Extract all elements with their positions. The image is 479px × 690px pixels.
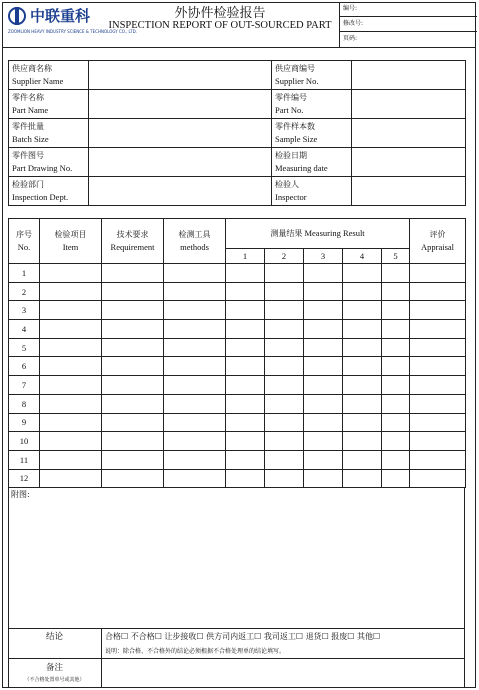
table-cell[interactable] xyxy=(40,338,102,357)
table-cell[interactable] xyxy=(226,432,265,451)
info-label: 零件名称 Part Name xyxy=(9,90,89,119)
table-cell[interactable] xyxy=(40,301,102,320)
table-cell[interactable] xyxy=(102,432,164,451)
table-cell[interactable] xyxy=(304,264,343,283)
table-cell[interactable] xyxy=(382,432,410,451)
table-cell[interactable] xyxy=(40,376,102,395)
table-cell[interactable] xyxy=(382,320,410,339)
table-cell[interactable] xyxy=(382,376,410,395)
table-cell[interactable] xyxy=(304,450,343,469)
table-cell[interactable] xyxy=(382,264,410,283)
table-cell[interactable] xyxy=(226,320,265,339)
row-number: 12 xyxy=(9,469,40,488)
remark-sublabel: （不合格处置单号或其他） xyxy=(24,677,85,683)
info-label: 零件样本数 Sample Size xyxy=(272,119,352,148)
info-value-field[interactable] xyxy=(89,61,272,90)
info-value-field[interactable] xyxy=(89,90,272,119)
col-header-requirement: 技术要求 Requirement xyxy=(102,219,164,264)
result-subheader: 4 xyxy=(343,249,382,264)
col-header-no: 序号 No. xyxy=(9,219,40,264)
info-label: 供应商编号 Supplier No. xyxy=(272,61,352,90)
table-cell[interactable] xyxy=(304,301,343,320)
table-cell[interactable] xyxy=(164,357,226,376)
table-cell[interactable] xyxy=(265,450,304,469)
info-label: 检验人 Inspector xyxy=(272,177,352,206)
table-cell[interactable] xyxy=(410,282,466,301)
table-cell[interactable] xyxy=(265,282,304,301)
info-row xyxy=(9,177,466,206)
report-title-en: INSPECTION REPORT OF OUT-SOURCED PART xyxy=(108,20,332,31)
table-cell[interactable] xyxy=(343,264,382,283)
table-cell[interactable] xyxy=(304,338,343,357)
info-row xyxy=(9,119,466,148)
table-cell[interactable] xyxy=(102,338,164,357)
result-subheader: 1 xyxy=(226,249,265,264)
table-cell[interactable] xyxy=(102,282,164,301)
table-cell[interactable] xyxy=(343,376,382,395)
company-logo xyxy=(6,4,138,42)
logo-subtext: ZOOMLION HEAVY INDUSTRY SCIENCE & TECHNOLOGY CO., LTD. xyxy=(8,29,138,34)
table-row xyxy=(9,469,466,488)
row-number: 11 xyxy=(9,450,40,469)
meta-code[interactable]: 编号: xyxy=(340,2,477,17)
table-cell[interactable] xyxy=(265,469,304,488)
conclusion-options[interactable]: 合格☐ 不合格☐ 让步接收☐ 供方司内返工☐ 我司返工☐ 退货☐ 报废☐ 其他☐ xyxy=(105,632,381,641)
table-cell[interactable] xyxy=(164,376,226,395)
table-cell[interactable] xyxy=(343,357,382,376)
table-cell[interactable] xyxy=(304,394,343,413)
table-cell[interactable] xyxy=(102,376,164,395)
table-cell[interactable] xyxy=(102,469,164,488)
info-value-field[interactable] xyxy=(89,119,272,148)
table-cell[interactable] xyxy=(265,357,304,376)
table-cell[interactable] xyxy=(265,338,304,357)
info-label: 供应商名称 Supplier Name xyxy=(9,61,89,90)
info-label: 检验日期 Measuring date xyxy=(272,148,352,177)
table-cell[interactable] xyxy=(410,394,466,413)
table-cell[interactable] xyxy=(40,357,102,376)
result-subheader: 5 xyxy=(382,249,410,264)
table-cell[interactable] xyxy=(410,301,466,320)
table-cell[interactable] xyxy=(304,469,343,488)
table-cell[interactable] xyxy=(226,264,265,283)
measurement-header-row xyxy=(9,219,466,249)
row-number: 9 xyxy=(9,413,40,432)
table-cell[interactable] xyxy=(265,376,304,395)
table-cell[interactable] xyxy=(102,301,164,320)
table-cell[interactable] xyxy=(304,413,343,432)
table-cell[interactable] xyxy=(164,469,226,488)
table-cell[interactable] xyxy=(226,469,265,488)
table-cell[interactable] xyxy=(343,432,382,451)
table-cell[interactable] xyxy=(410,376,466,395)
table-cell[interactable] xyxy=(265,301,304,320)
info-row xyxy=(9,148,466,177)
table-row xyxy=(9,264,466,283)
table-cell[interactable] xyxy=(304,432,343,451)
table-cell[interactable] xyxy=(102,450,164,469)
table-cell[interactable] xyxy=(410,357,466,376)
table-cell[interactable] xyxy=(226,301,265,320)
meta-revision[interactable]: 修改号: xyxy=(340,17,477,32)
row-number: 3 xyxy=(9,301,40,320)
table-cell[interactable] xyxy=(343,450,382,469)
info-table xyxy=(8,60,466,206)
info-value-field[interactable] xyxy=(352,148,466,177)
table-cell[interactable] xyxy=(343,320,382,339)
remark-divider xyxy=(8,658,465,659)
table-cell[interactable] xyxy=(102,413,164,432)
table-cell[interactable] xyxy=(382,301,410,320)
info-row xyxy=(9,61,466,90)
table-cell[interactable] xyxy=(102,320,164,339)
remark-label: 备注 xyxy=(45,663,63,673)
table-cell[interactable] xyxy=(382,338,410,357)
meta-box xyxy=(339,2,476,47)
table-cell[interactable] xyxy=(226,413,265,432)
table-row xyxy=(9,338,466,357)
table-row xyxy=(9,432,466,451)
table-cell[interactable] xyxy=(410,264,466,283)
table-cell[interactable] xyxy=(304,320,343,339)
table-cell[interactable] xyxy=(164,264,226,283)
table-cell[interactable] xyxy=(304,282,343,301)
table-cell[interactable] xyxy=(410,432,466,451)
header-divider xyxy=(2,47,476,48)
row-number: 8 xyxy=(9,394,40,413)
table-cell[interactable] xyxy=(382,469,410,488)
table-cell[interactable] xyxy=(304,376,343,395)
report-title-cn: 外协件检验报告 xyxy=(174,6,266,21)
table-cell[interactable] xyxy=(410,338,466,357)
conclusion-label: 结论 xyxy=(45,632,63,642)
table-cell[interactable] xyxy=(265,320,304,339)
table-row xyxy=(9,357,466,376)
info-row xyxy=(9,90,466,119)
table-cell[interactable] xyxy=(164,320,226,339)
table-row xyxy=(9,394,466,413)
table-cell[interactable] xyxy=(343,394,382,413)
table-cell[interactable] xyxy=(343,282,382,301)
logo-name: 中联重科 xyxy=(30,7,91,25)
row-number: 1 xyxy=(9,264,40,283)
conclusion-divider xyxy=(8,628,465,629)
table-cell[interactable] xyxy=(343,469,382,488)
col-header-appraisal: 评价 Appraisal xyxy=(410,219,466,264)
table-cell[interactable] xyxy=(410,413,466,432)
table-cell[interactable] xyxy=(40,413,102,432)
table-cell[interactable] xyxy=(40,282,102,301)
row-number: 6 xyxy=(9,357,40,376)
table-cell[interactable] xyxy=(164,450,226,469)
row-number: 4 xyxy=(9,320,40,339)
table-cell[interactable] xyxy=(226,357,265,376)
table-cell[interactable] xyxy=(226,394,265,413)
table-cell[interactable] xyxy=(40,450,102,469)
info-value-field[interactable] xyxy=(352,119,466,148)
table-cell[interactable] xyxy=(265,432,304,451)
label-column-divider xyxy=(101,628,102,688)
table-cell[interactable] xyxy=(410,320,466,339)
info-value-field[interactable] xyxy=(89,177,272,206)
table-cell[interactable] xyxy=(40,320,102,339)
table-cell[interactable] xyxy=(164,282,226,301)
logo-mark-icon xyxy=(8,7,26,25)
conclusion-note: 说明：除合格、不合格外的结论必须根据不合格处理单的结论填写。 xyxy=(105,648,286,655)
table-row xyxy=(9,320,466,339)
table-cell[interactable] xyxy=(343,338,382,357)
table-cell[interactable] xyxy=(382,413,410,432)
table-cell[interactable] xyxy=(164,338,226,357)
table-cell[interactable] xyxy=(164,432,226,451)
info-value-field[interactable] xyxy=(89,148,272,177)
info-value-field[interactable] xyxy=(352,177,466,206)
table-cell[interactable] xyxy=(382,357,410,376)
table-cell[interactable] xyxy=(102,264,164,283)
info-label: 零件编号 Part No. xyxy=(272,90,352,119)
info-value-field[interactable] xyxy=(352,90,466,119)
table-cell[interactable] xyxy=(164,413,226,432)
col-header-methods: 检测工具 methods xyxy=(164,219,226,264)
attachment-label: 附图: xyxy=(11,490,30,499)
col-header-item: 检验项目 Item xyxy=(40,219,102,264)
info-value-field[interactable] xyxy=(352,61,466,90)
measurement-table xyxy=(8,218,466,488)
table-cell[interactable] xyxy=(226,450,265,469)
table-cell[interactable] xyxy=(265,413,304,432)
table-cell[interactable] xyxy=(304,357,343,376)
table-cell[interactable] xyxy=(382,394,410,413)
table-row xyxy=(9,413,466,432)
table-row xyxy=(9,376,466,395)
table-cell[interactable] xyxy=(343,413,382,432)
col-header-result: 测量结果 Measuring Result xyxy=(226,219,410,249)
info-label: 零件批量 Batch Size xyxy=(9,119,89,148)
table-cell[interactable] xyxy=(226,338,265,357)
row-number: 7 xyxy=(9,376,40,395)
table-cell[interactable] xyxy=(164,394,226,413)
table-cell[interactable] xyxy=(226,376,265,395)
table-cell[interactable] xyxy=(410,450,466,469)
table-cell[interactable] xyxy=(102,357,164,376)
table-row xyxy=(9,301,466,320)
table-cell[interactable] xyxy=(382,450,410,469)
result-subheader: 2 xyxy=(265,249,304,264)
table-cell[interactable] xyxy=(265,394,304,413)
table-cell[interactable] xyxy=(410,469,466,488)
info-label: 零件图号 Part Drawing No. xyxy=(9,148,89,177)
table-cell[interactable] xyxy=(40,432,102,451)
row-number: 5 xyxy=(9,338,40,357)
table-cell[interactable] xyxy=(40,264,102,283)
table-cell[interactable] xyxy=(40,469,102,488)
table-cell[interactable] xyxy=(343,301,382,320)
meta-page[interactable]: 页码: xyxy=(343,35,358,42)
table-cell[interactable] xyxy=(265,264,304,283)
table-cell[interactable] xyxy=(40,394,102,413)
row-number: 2 xyxy=(9,282,40,301)
table-cell[interactable] xyxy=(164,301,226,320)
table-row xyxy=(9,282,466,301)
table-cell[interactable] xyxy=(226,282,265,301)
result-subheader: 3 xyxy=(304,249,343,264)
info-label: 检验部门 Inspection Dept. xyxy=(9,177,89,206)
table-cell[interactable] xyxy=(102,394,164,413)
row-number: 10 xyxy=(9,432,40,451)
table-row xyxy=(9,450,466,469)
table-cell[interactable] xyxy=(382,282,410,301)
